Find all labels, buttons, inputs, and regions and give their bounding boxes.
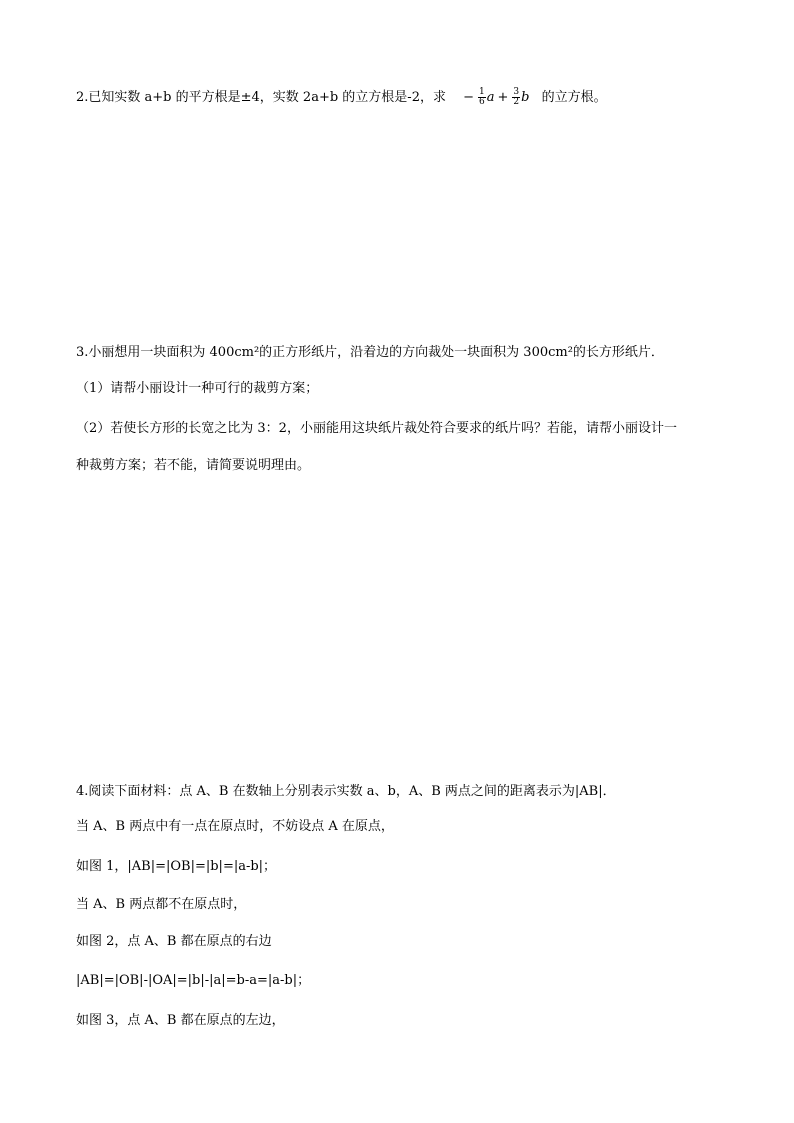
q4-line-5: 如图 2，点 A、B 都在原点的右边 — [76, 934, 272, 949]
q2-formula — [460, 88, 529, 107]
q4-line-1: 4.阅读下面材料：点 A、B 在数轴上分别表示实数 a、b，A、B 两点之间的距离表示为|AB|． — [76, 784, 616, 799]
fraction-2-denominator: 2 — [513, 97, 520, 107]
q2-text-after: 的立方根。 — [541, 90, 607, 105]
q3-line-4: 种裁剪方案；若不能，请简要说明理由。 — [76, 458, 311, 473]
formula-plus: + — [497, 89, 509, 105]
q3-line-3: （2）若使长方形的长宽之比为 3：2，小丽能用这块纸片裁处符合要求的纸片吗？若能，请帮小丽设计一 — [76, 421, 677, 436]
fraction-2-numerator: 3 — [513, 87, 520, 97]
formula-fraction-1 — [478, 88, 486, 107]
fraction-1-denominator: 6 — [479, 97, 485, 107]
q4-line-7: 如图 3，点 A、B 都在原点的左边， — [76, 1013, 285, 1028]
q3-line-2: （1）请帮小丽设计一种可行的裁剪方案； — [76, 381, 319, 396]
q2-text-before: 2.已知实数 a+b 的平方根是±4，实数 2a+b 的立方根是-2，求 — [76, 90, 446, 105]
fraction-1-numerator: 1 — [479, 87, 485, 97]
q4-line-6: |AB|=|OB|-|OA|=|b|-|a|=b-a=|a-b|； — [76, 973, 311, 988]
formula-var-a: a — [486, 89, 495, 105]
formula-fraction-2 — [512, 88, 520, 107]
q3-line-1: 3.小丽想用一块面积为 400cm²的正方形纸片，沿着边的方向裁处一块面积为 300cm²的长方形纸片． — [76, 345, 664, 360]
q4-line-2: 当 A、B 两点中有一点在原点时，不妨设点 A 在原点， — [76, 819, 394, 834]
q4-line-4: 当 A、B 两点都不在原点时， — [76, 897, 247, 912]
formula-var-b: b — [521, 89, 530, 105]
q2-text — [76, 88, 607, 107]
q4-line-3: 如图 1，|AB|=|OB|=|b|=|a-b|； — [76, 859, 277, 874]
formula-minus: − — [463, 89, 475, 105]
